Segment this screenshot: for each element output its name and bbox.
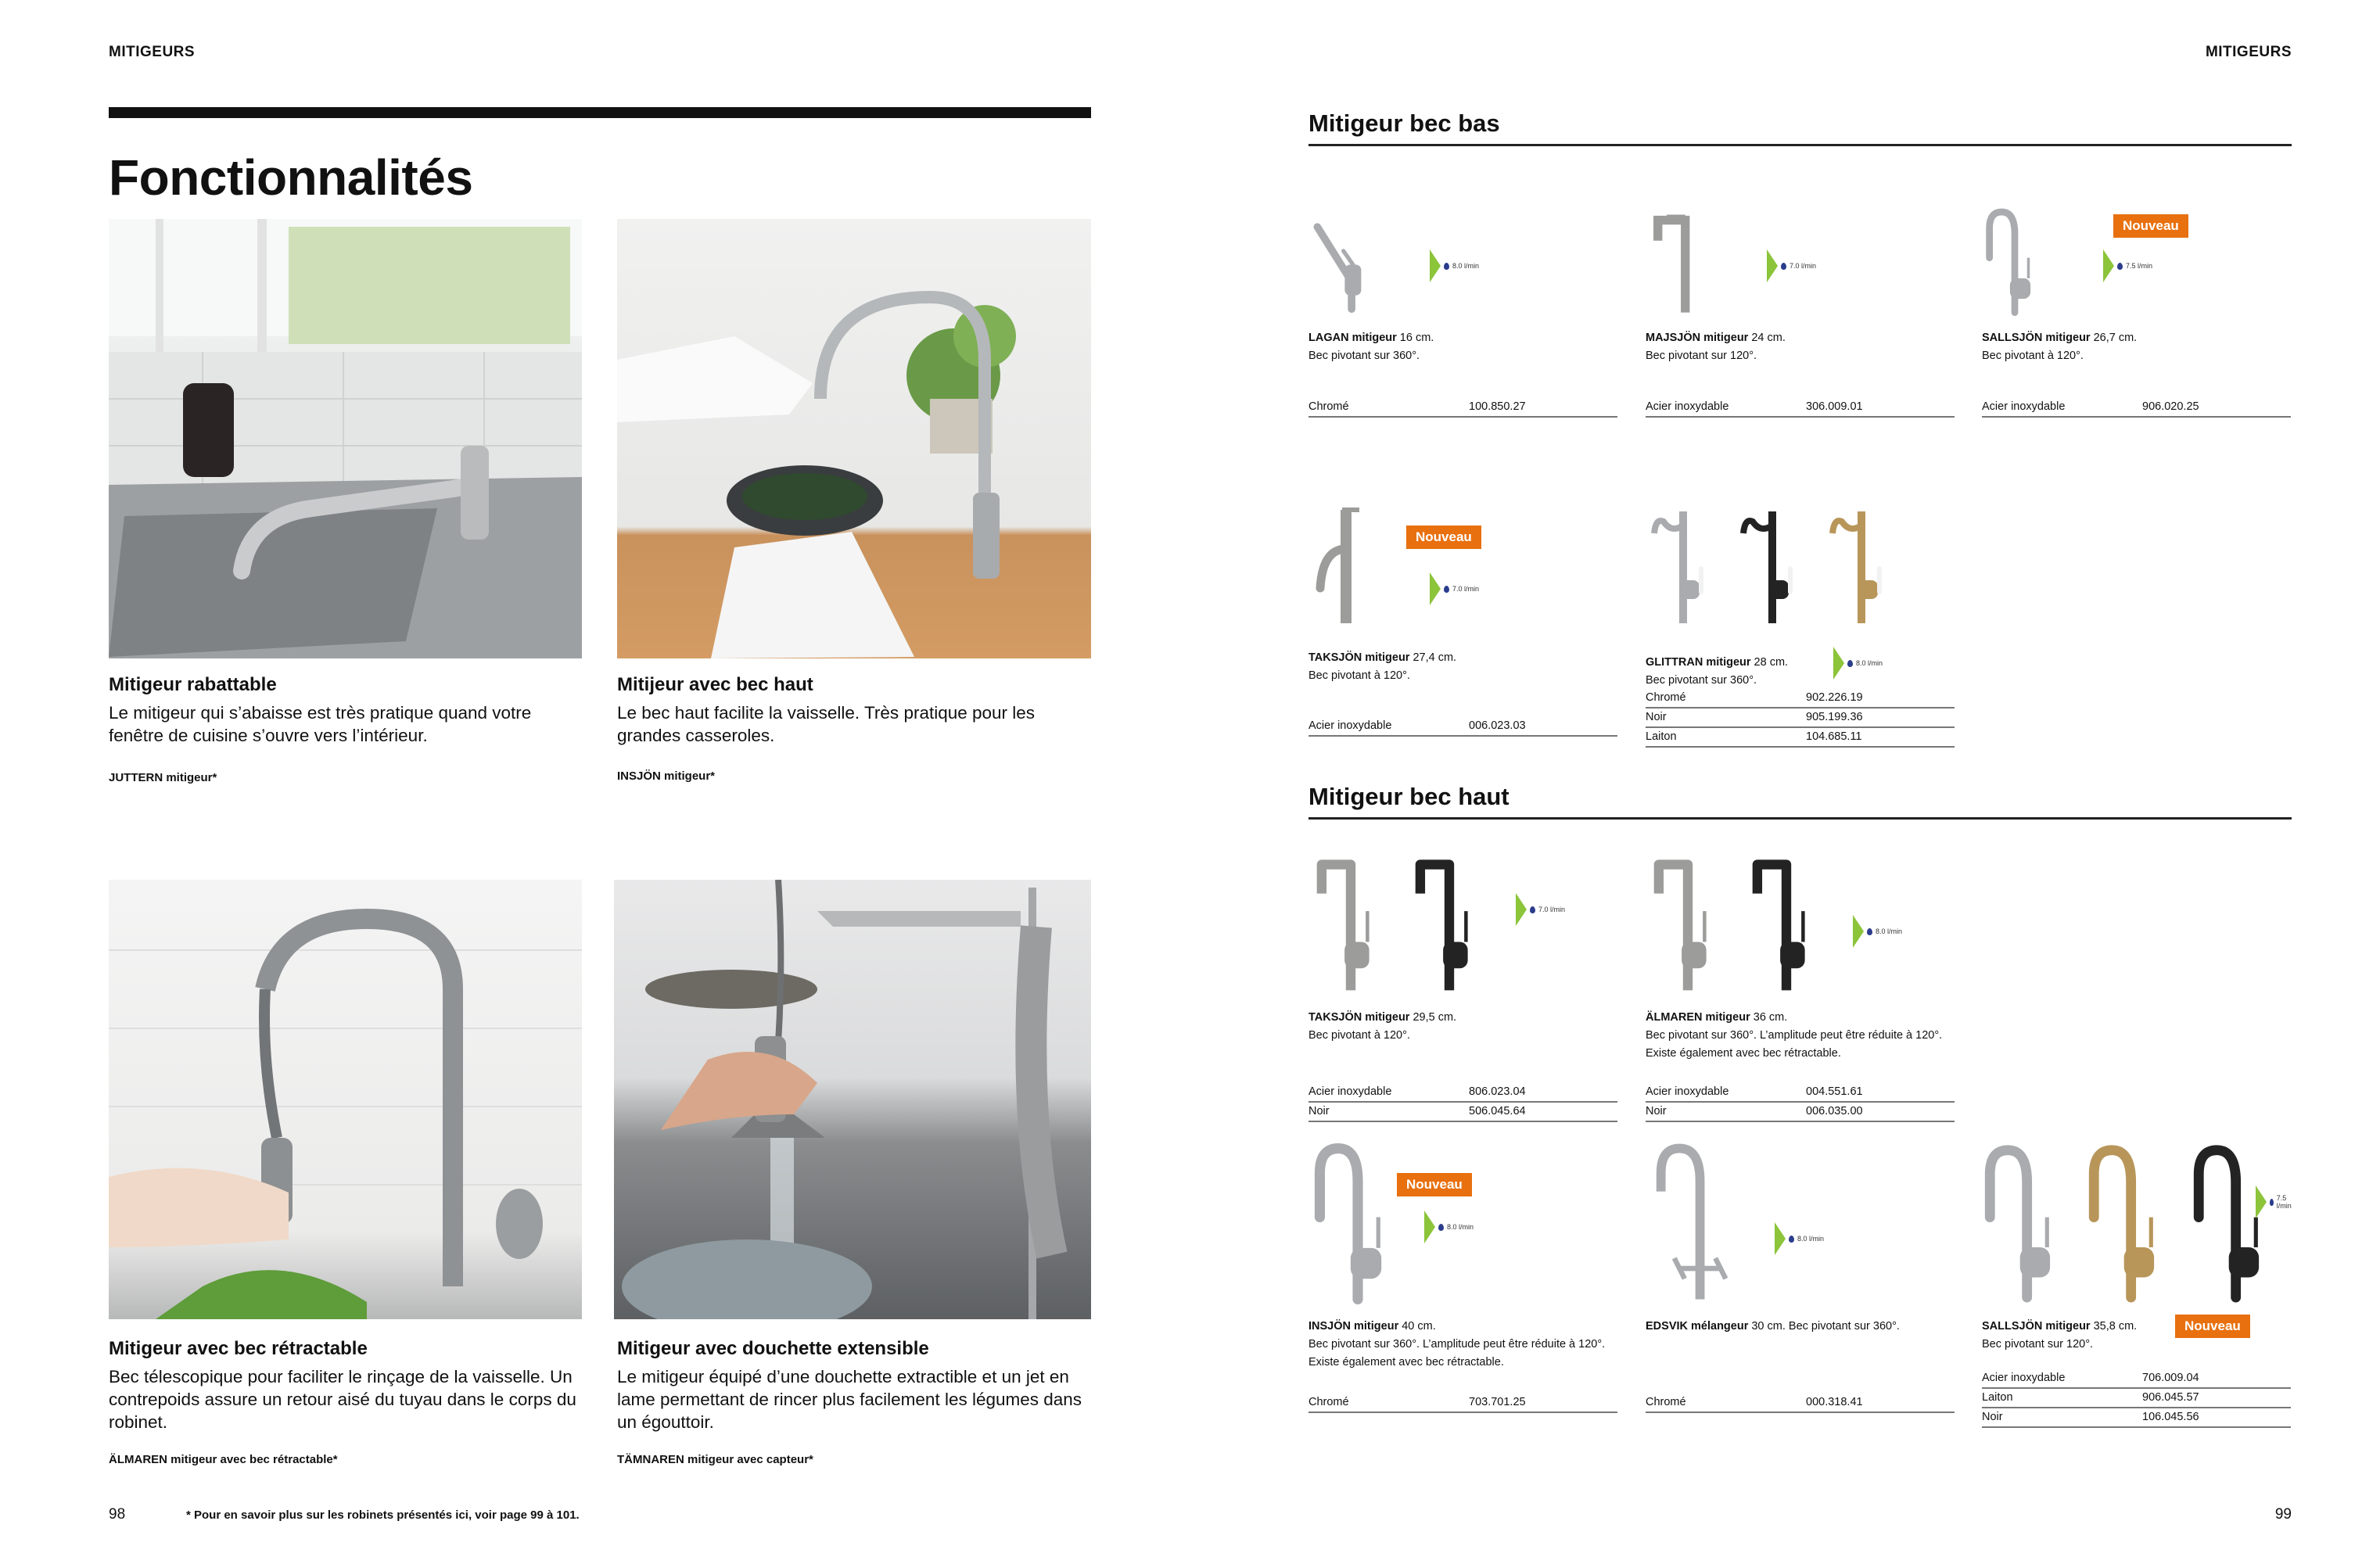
article-number: 905.199.36: [1806, 711, 1863, 723]
section-label-left: MITIGEURS: [109, 44, 196, 60]
product-name: [1982, 329, 2295, 347]
product-title: TAKSJÖN mitigeur: [1308, 651, 1410, 664]
water-drop-icon: [1789, 1236, 1794, 1243]
article-number: 006.035.00: [1806, 1105, 1863, 1117]
product-description: Bec pivotant sur 120°.: [1982, 1338, 2094, 1351]
water-drop-icon: [1438, 1224, 1444, 1231]
eco-arrow-icon: [2103, 249, 2114, 282]
eco-arrow-icon: [1767, 249, 1778, 282]
product-size: 24 cm.: [1748, 332, 1786, 344]
faucet-image: [1646, 206, 1711, 316]
product-name: [1646, 1009, 1958, 1027]
variant-finish: Chromé: [1646, 1396, 1686, 1408]
variant-row: [1646, 399, 1955, 418]
product-description: Bec pivotant à 120°.: [1308, 1029, 1410, 1042]
faucet-image: [1646, 502, 1721, 627]
variant-finish: Noir: [1646, 1105, 1667, 1117]
new-badge: Nouveau: [2175, 1315, 2250, 1338]
variant-row: [1646, 1103, 1955, 1122]
eco-arrow-icon: [1775, 1222, 1786, 1255]
article-number: 703.701.25: [1469, 1396, 1526, 1408]
water-flow-indicator: [1775, 1222, 1824, 1255]
flow-rate: 8.0 l/min: [1856, 659, 1883, 667]
new-badge: Nouveau: [2113, 214, 2188, 238]
article-number: 902.226.19: [1806, 691, 1863, 704]
product-image: [1646, 854, 1958, 1010]
product-description: Bec pivotant à 120°.: [1308, 669, 1410, 682]
faucet-image: [1308, 1140, 1407, 1304]
variant-table: [1308, 1394, 1617, 1414]
variant-row: [1308, 1084, 1617, 1103]
feature-heading-retractable: Mitigeur avec bec rétractable: [109, 1338, 368, 1359]
article-number: 000.318.41: [1806, 1396, 1863, 1408]
product-title: SALLSJÖN mitigeur: [1982, 332, 2091, 344]
variant-table: [1308, 399, 1617, 418]
product-size: 30 cm. Bec pivotant sur 360°.: [1748, 1320, 1900, 1333]
section-title-low-spout: Mitigeur bec bas: [1308, 109, 1500, 137]
variant-finish: Chromé: [1308, 1396, 1349, 1408]
eco-arrow-icon: [1430, 572, 1441, 605]
product-name: [1308, 1009, 1621, 1027]
title-rule: [109, 107, 1091, 118]
faucet-image: [1308, 854, 1393, 995]
eco-arrow-icon: [2256, 1186, 2267, 1218]
product-size: 29,5 cm.: [1409, 1011, 1457, 1024]
product-name: [1646, 654, 1958, 672]
feature-heading-fold-down: Mitigeur rabattable: [109, 674, 277, 695]
variant-table: [1646, 1394, 1955, 1414]
photo-pull-out-spray-faucet: [614, 880, 1091, 1319]
product-name: [1308, 649, 1621, 667]
product-size: 16 cm.: [1396, 332, 1434, 344]
variant-finish: Acier inoxydable: [1982, 400, 2066, 413]
faucet-image: [1735, 502, 1810, 627]
variant-row: [1646, 1394, 1955, 1413]
water-drop-icon: [1444, 263, 1449, 270]
article-number: 004.551.61: [1806, 1085, 1863, 1098]
product-image: [1646, 1140, 1958, 1297]
article-number: 106.045.56: [2142, 1411, 2199, 1423]
water-drop-icon: [1781, 263, 1786, 270]
product-description: Bec pivotant sur 360°. L’amplitude peut être réduite à 120°. Existe également avec bec rétractable.: [1646, 1029, 1943, 1060]
flow-rate: 7.0 l/min: [1789, 262, 1817, 270]
feature-body-retractable: Bec télescopique pour faciliter le rinçage de la vaisselle. Un contrepoids assure un retour aisé du tuyau dans le corps du robinet.: [109, 1367, 576, 1432]
water-flow-indicator: [1767, 249, 1816, 282]
variant-finish: Chromé: [1646, 691, 1686, 704]
page-number-left: 98: [109, 1506, 126, 1523]
product-image: [1308, 854, 1621, 1010]
new-badge: Nouveau: [1397, 1173, 1472, 1196]
water-flow-indicator: [1430, 572, 1479, 605]
faucet-image: [1646, 854, 1730, 995]
faucet-image: [2191, 1140, 2281, 1304]
product-description: Bec pivotant sur 360°. L’amplitude peut être réduite à 120°. Existe également avec bec rétractable.: [1308, 1338, 1606, 1368]
product-name: [1646, 1318, 1958, 1336]
variant-row: [1646, 729, 1955, 748]
flow-rate: 8.0 l/min: [1876, 927, 1903, 935]
faucet-image: [1308, 206, 1374, 316]
feature-heading-pull-out: Mitigeur avec douchette extensible: [617, 1338, 929, 1359]
variant-finish: Acier inoxydable: [1308, 1085, 1392, 1098]
product-description: Bec pivotant sur 360°.: [1308, 350, 1420, 362]
product-name: [1646, 329, 1958, 347]
feature-product-high-spout: INSJÖN mitigeur*: [617, 769, 716, 783]
variant-finish: Acier inoxydable: [1982, 1372, 2066, 1384]
water-drop-icon: [2117, 263, 2123, 270]
variant-row: [1646, 709, 1955, 728]
page-number-right: 99: [2274, 1506, 2292, 1523]
product-title: ÄLMAREN mitigeur: [1646, 1011, 1750, 1024]
flow-rate: 7.5 l/min: [2126, 262, 2153, 270]
flow-rate: 8.0 l/min: [1797, 1235, 1825, 1243]
new-badge: Nouveau: [1406, 526, 1481, 549]
product-title: INSJÖN mitigeur: [1308, 1320, 1399, 1333]
flow-rate: 7.5 l/min: [2276, 1194, 2292, 1210]
variant-finish: Acier inoxydable: [1646, 1085, 1729, 1098]
feature-body-fold-down: Le mitigeur qui s’abaisse est très pratique quand votre fenêtre de cuisine s’ouvre vers l’intérieur.: [109, 703, 532, 745]
water-flow-indicator: [2256, 1186, 2295, 1218]
faucet-image: [2086, 1140, 2176, 1304]
eco-arrow-icon: [1430, 249, 1441, 282]
article-number: 006.023.03: [1469, 719, 1526, 732]
article-number: 906.045.57: [2142, 1391, 2199, 1404]
product-name: [1308, 329, 1621, 347]
water-drop-icon: [1530, 906, 1535, 913]
variant-row: [1308, 399, 1617, 418]
feature-product-pull-out: TÄMNAREN mitigeur avec capteur*: [617, 1453, 813, 1466]
feature-heading-high-spout: Mitijeur avec bec haut: [617, 674, 813, 695]
faucet-image: [1407, 854, 1492, 995]
article-number: 306.009.01: [1806, 400, 1863, 413]
variant-finish: Laiton: [1646, 730, 1677, 743]
variant-row: [1308, 718, 1617, 737]
article-number: 506.045.64: [1469, 1105, 1526, 1117]
product-description: Bec pivotant sur 120°.: [1646, 350, 1757, 362]
variant-row: [1308, 1103, 1617, 1122]
water-drop-icon: [1444, 586, 1449, 593]
variant-finish: Noir: [1308, 1105, 1330, 1117]
product-size: 26,7 cm.: [2090, 332, 2138, 344]
variant-table: [1982, 1370, 2291, 1429]
variant-row: [1646, 690, 1955, 708]
faucet-image: [1646, 1140, 1744, 1304]
faucet-image: [1824, 502, 1899, 627]
variant-row: [1982, 1390, 2291, 1408]
product-title: EDSVIK mélangeur: [1646, 1320, 1749, 1333]
eco-arrow-icon: [1516, 893, 1527, 926]
water-drop-icon: [1867, 928, 1872, 935]
flow-rate: 8.0 l/min: [1447, 1223, 1474, 1231]
product-size: 36 cm.: [1750, 1011, 1788, 1024]
product-description: Bec pivotant à 120°.: [1982, 350, 2084, 362]
product-title: TAKSJÖN mitigeur: [1308, 1011, 1410, 1024]
feature-product-retractable: ÄLMAREN mitigeur avec bec rétractable*: [109, 1453, 338, 1466]
variant-finish: Chromé: [1308, 400, 1349, 413]
product-size: 27,4 cm.: [1409, 651, 1457, 664]
flow-rate: 7.0 l/min: [1452, 585, 1480, 593]
variant-finish: Laiton: [1982, 1391, 2013, 1404]
variant-table: [1646, 690, 1955, 748]
footnote: * Pour en savoir plus sur les robinets présentés ici, voir page 99 à 101.: [186, 1508, 580, 1522]
faucet-image: [1982, 1140, 2072, 1304]
photo-high-spout-faucet: [617, 219, 1091, 658]
photo-retractable-faucet: [109, 880, 582, 1319]
section-title-high-spout: Mitigeur bec haut: [1308, 783, 1509, 810]
variant-finish: Noir: [1646, 711, 1667, 723]
variant-table: [1646, 399, 1955, 418]
section-rule-high-spout: [1308, 817, 2292, 820]
variant-row: [1646, 1084, 1955, 1103]
water-flow-indicator: [2103, 249, 2152, 282]
product-size: 40 cm.: [1398, 1320, 1436, 1333]
variant-row: [1982, 1370, 2291, 1389]
variant-finish: Noir: [1982, 1411, 2003, 1423]
flow-rate: 7.0 l/min: [1538, 906, 1566, 913]
variant-table: [1308, 1084, 1617, 1123]
water-flow-indicator: [1430, 249, 1479, 282]
article-number: 100.850.27: [1469, 400, 1526, 413]
variant-finish: Acier inoxydable: [1308, 719, 1392, 732]
eco-arrow-icon: [1424, 1211, 1435, 1243]
variant-row: [1982, 1409, 2291, 1428]
section-label-right: MITIGEURS: [2205, 44, 2292, 60]
article-number: 906.020.25: [2142, 400, 2199, 413]
product-title: MAJSJÖN mitigeur: [1646, 332, 1749, 344]
section-rule-low-spout: [1308, 144, 2292, 146]
flow-rate: 8.0 l/min: [1452, 262, 1480, 270]
water-flow-indicator: [1424, 1211, 1474, 1243]
eco-arrow-icon: [1853, 915, 1864, 948]
product-name: [1308, 1318, 1621, 1336]
faucet-image: [1308, 502, 1384, 627]
product-image: [1646, 502, 1958, 658]
faucet-image: [1982, 206, 2048, 316]
feature-body-pull-out: Le mitigeur équipé d’une douchette extractible et un jet en lame permettant de rincer plus facilement les légumes dans un égouttoir.: [617, 1367, 1082, 1432]
product-size: 28 cm.: [1750, 656, 1789, 669]
variant-table: [1646, 1084, 1955, 1123]
product-size: 35,8 cm.: [2090, 1320, 2138, 1333]
water-flow-indicator: [1516, 893, 1565, 926]
feature-product-fold-down: JUTTERN mitigeur*: [109, 771, 217, 784]
water-flow-indicator: [1853, 915, 1902, 948]
product-name: [1982, 1318, 2295, 1336]
article-number: 706.009.04: [2142, 1372, 2199, 1384]
product-image: [1982, 1140, 2295, 1297]
variant-finish: Acier inoxydable: [1646, 400, 1729, 413]
feature-body-high-spout: Le bec haut facilite la vaisselle. Très pratique pour les grandes casseroles.: [617, 703, 1036, 745]
page-title: Fonctionnalités: [109, 149, 473, 206]
variant-row: [1308, 1394, 1617, 1413]
product-title: SALLSJÖN mitigeur: [1982, 1320, 2091, 1333]
variant-table: [1982, 399, 2291, 418]
faucet-image: [1744, 854, 1829, 995]
variant-table: [1308, 718, 1617, 737]
variant-row: [1982, 399, 2291, 418]
article-number: 806.023.04: [1469, 1085, 1526, 1098]
product-title: LAGAN mitigeur: [1308, 332, 1397, 344]
article-number: 104.685.11: [1806, 730, 1862, 743]
water-drop-icon: [2270, 1199, 2274, 1206]
photo-fold-down-faucet: [109, 219, 582, 658]
product-description: Bec pivotant sur 360°.: [1646, 674, 1757, 687]
product-title: GLITTRAN mitigeur: [1646, 656, 1751, 669]
